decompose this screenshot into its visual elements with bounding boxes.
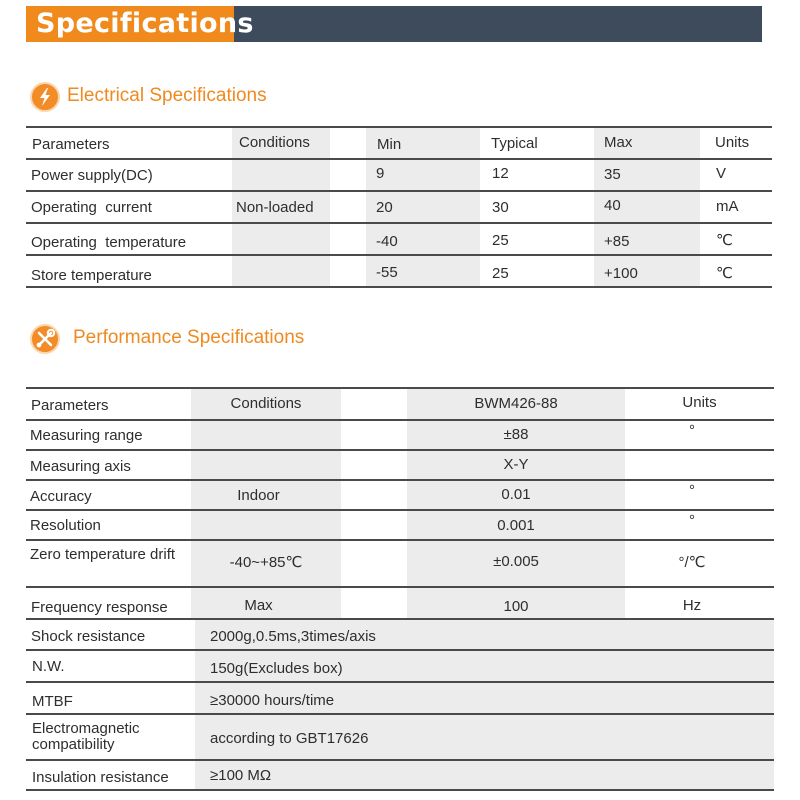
unit-cell: V — [716, 165, 727, 182]
column-header: Typical — [491, 135, 538, 152]
unit-cell: °/℃ — [678, 554, 706, 571]
table-rule — [26, 789, 774, 791]
performance-section-title: Performance Specifications — [73, 327, 305, 348]
electrical-section-title: Electrical Specifications — [67, 85, 267, 106]
table-row — [26, 651, 774, 681]
param-cell: Accuracy — [30, 488, 92, 505]
column-header: Conditions — [230, 395, 302, 412]
value-cell: 0.001 — [497, 517, 535, 534]
param-cell: N.W. — [32, 658, 65, 675]
value-cell: X-Y — [503, 456, 529, 473]
param-cell: Measuring axis — [30, 458, 131, 475]
table-row — [26, 192, 772, 222]
typical-cell: 25 — [492, 265, 509, 282]
table-header-row — [26, 389, 774, 419]
max-cell: 40 — [604, 197, 621, 214]
table-row — [26, 541, 774, 586]
param-cell: Power supply(DC) — [31, 167, 153, 184]
unit-cell: ℃ — [716, 232, 733, 249]
param-cell: Shock resistance — [31, 628, 146, 645]
page-title: Specifications — [26, 6, 234, 42]
unit-cell: Hz — [682, 597, 702, 614]
unit-cell: ° — [689, 422, 695, 439]
value-cell: according to GBT17626 — [210, 730, 369, 747]
unit-cell: mA — [716, 198, 739, 215]
max-cell: +85 — [604, 233, 630, 250]
column-header: Parameters — [31, 397, 109, 414]
value-cell: ±88 — [503, 426, 529, 443]
column-header: Min — [377, 136, 402, 153]
electrical-table — [26, 126, 772, 288]
typical-cell: 30 — [492, 199, 509, 216]
table-header-row — [26, 128, 772, 158]
min-cell: -55 — [376, 264, 398, 281]
min-cell: 9 — [376, 165, 385, 182]
param-cell: Resolution — [30, 517, 101, 534]
table-row — [26, 588, 774, 618]
value-cell: 150g(Excludes box) — [210, 660, 343, 677]
column-header: Units — [715, 134, 750, 151]
column-header: Units — [682, 394, 717, 411]
param-cell: Operating temperature — [31, 234, 187, 251]
condition-cell: Non-loaded — [236, 199, 314, 216]
condition-cell: -40~+85℃ — [229, 554, 303, 571]
table-row — [26, 481, 774, 509]
table-row — [26, 224, 772, 254]
param-cell: Operating current — [31, 199, 152, 216]
value-cell: 2000g,0.5ms,3times/axis — [210, 628, 376, 645]
table-row — [26, 683, 774, 713]
value-cell: 100 — [503, 598, 529, 615]
performance-table — [26, 387, 774, 791]
condition-cell: Indoor — [237, 487, 280, 504]
unit-cell: ° — [689, 482, 695, 499]
value-cell: 0.01 — [501, 486, 531, 503]
min-cell: 20 — [376, 199, 393, 216]
column-header: Conditions — [239, 134, 310, 151]
table-row — [26, 761, 774, 789]
value-cell: ±0.005 — [493, 553, 539, 570]
table-row — [26, 715, 774, 759]
param-cell: Frequency response — [31, 599, 168, 616]
table-row — [26, 256, 772, 286]
wrench-screwdriver-icon — [30, 324, 60, 354]
condition-cell: Max — [244, 597, 273, 614]
param-cell: Zero temperature drift — [30, 546, 176, 563]
table-rule — [26, 286, 772, 288]
unit-cell: ℃ — [716, 265, 733, 282]
min-cell: -40 — [376, 233, 398, 250]
typical-cell: 25 — [492, 232, 509, 249]
table-row — [26, 421, 774, 449]
param-cell: Measuring range — [30, 427, 143, 444]
column-header: Parameters — [32, 136, 110, 153]
table-row — [26, 451, 774, 479]
table-row — [26, 620, 774, 649]
unit-cell: ° — [689, 512, 695, 529]
max-cell: 35 — [604, 166, 621, 183]
column-header: Max — [604, 134, 633, 151]
value-cell: ≥30000 hours/time — [210, 692, 335, 709]
max-cell: +100 — [604, 265, 638, 282]
lightning-bolt-icon — [30, 82, 60, 112]
table-row — [26, 511, 774, 539]
param-cell: Electromagnetic compatibility — [32, 720, 140, 753]
typical-cell: 12 — [492, 165, 509, 182]
column-header: BWM426-88 — [474, 395, 558, 412]
param-cell: Insulation resistance — [32, 769, 169, 786]
param-cell: MTBF — [32, 693, 73, 710]
table-row — [26, 160, 772, 190]
value-cell: ≥100 MΩ — [210, 767, 272, 784]
param-cell: Store temperature — [31, 267, 152, 284]
